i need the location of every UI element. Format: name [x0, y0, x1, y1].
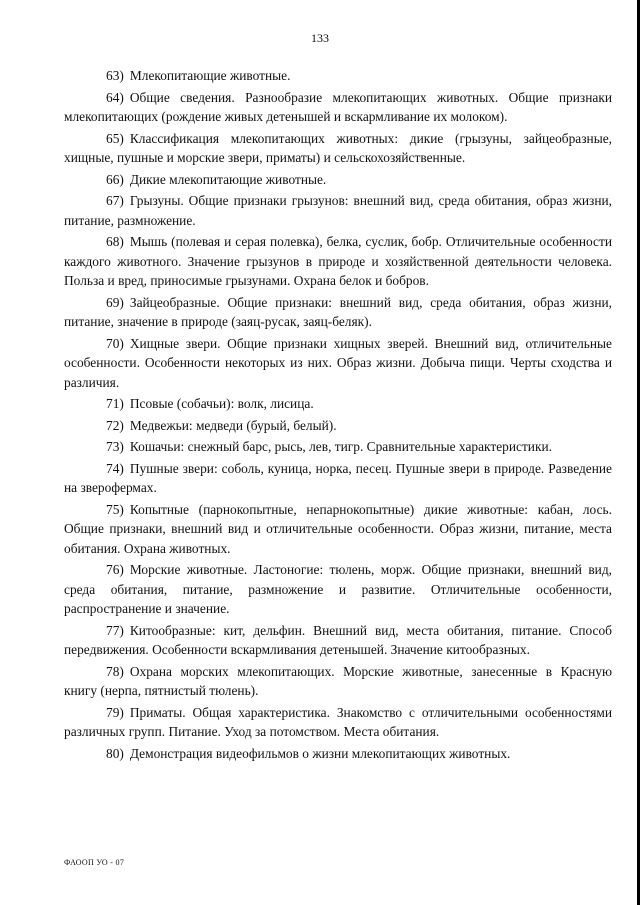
list-item	[64, 66, 612, 86]
list-item	[64, 459, 612, 498]
list-item	[64, 621, 612, 660]
item-number: 73)	[106, 439, 124, 454]
item-number: 74)	[106, 460, 124, 476]
list-item	[64, 703, 612, 742]
item-number: 80)	[106, 745, 124, 761]
list-item	[64, 88, 612, 127]
item-text: Китообразные: кит, дельфин. Внешний вид, места обитания, питание. Способ передвижения. Особенности вскармливания детенышей. Значение китообразных.	[64, 622, 612, 657]
list-item	[64, 560, 612, 619]
item-text: Мышь (полевая и серая полевка), белка, суслик, бобр. Отличительные особенности каждого животного. Значение грызунов в природе и хозяйственной деятельности человека. Польза и вред, приносимые грызунами. Охрана белок и бобров.	[64, 234, 612, 288]
item-text: Грызуны. Общие признаки грызунов: внешний вид, среда обитания, образ жизни, питание, размножение.	[64, 193, 612, 228]
item-number: 65)	[106, 130, 124, 146]
list-item	[64, 334, 612, 393]
item-number: 70)	[106, 335, 124, 351]
item-text: Пушные звери: соболь, куница, норка, песец. Пушные звери в природе. Разведение на зверофермах.	[64, 460, 612, 495]
item-number: 71)	[106, 396, 124, 411]
item-text: Приматы. Общая характеристика. Знакомство с отличительными особенностями различных групп. Питание. Уход за потомством. Места обитания.	[64, 704, 612, 739]
list-item	[64, 662, 612, 701]
item-text: Копытные (парнокопытные, непарнокопытные) дикие животные: кабан, лось. Общие признаки, внешний вид и отличительные особенности. Образ жизни, питание, места обитания. Охрана животных.	[64, 501, 612, 556]
item-text: Демонстрация видеофильмов о жизни млекопитающих животных.	[129, 745, 511, 761]
item-number: 75)	[106, 501, 124, 517]
list-item	[64, 129, 612, 168]
item-number: 66)	[106, 171, 124, 187]
item-text: Зайцеобразные. Общие признаки: внешний вид, среда обитания, образ жизни, питание, значение в природе (заяц-русак, заяц-беляк).	[64, 294, 612, 329]
item-text: Млекопитающие животные.	[129, 68, 291, 83]
item-text: Дикие млекопитающие животные.	[129, 171, 327, 187]
item-number: 79)	[106, 704, 124, 720]
item-number: 78)	[106, 663, 124, 679]
item-text: Общие сведения. Разнообразие млекопитающих животных. Общие признаки млекопитающих (рождение живых детенышей и вскармливание их молоком).	[64, 89, 612, 124]
item-text: Охрана морских млекопитающих. Морские животные, занесенные в Красную книгу (нерпа, пятнистый тюлень).	[64, 663, 612, 698]
list-item	[64, 170, 612, 190]
item-text: Морские животные. Ластоногие: тюлень, морж. Общие признаки, внешний вид, среда обитания, питание, размножение и развитие. Отличительные особенности, распространение и значение.	[64, 562, 612, 616]
item-text: Кошачьи: снежный барс, рысь, лев, тигр. Сравнительные характеристики.	[129, 439, 552, 454]
list-item	[64, 191, 612, 230]
item-text: Медвежьи: медведи (бурый, белый).	[129, 417, 337, 433]
list-item	[64, 437, 612, 457]
list-item	[64, 500, 612, 559]
list-item	[64, 293, 612, 332]
numbered-list	[64, 66, 612, 765]
page-number: 133	[311, 31, 329, 45]
item-number: 77)	[106, 622, 124, 638]
item-text: Псовые (собачьи): волк, лисица.	[129, 396, 314, 411]
list-item	[64, 416, 612, 436]
item-text: Классификация млекопитающих животных: дикие (грызуны, зайцеобразные, хищные, пушные и морские звери, приматы) и сельскохозяйственные.	[64, 130, 612, 165]
item-number: 69)	[106, 294, 124, 310]
item-number: 72)	[106, 417, 124, 433]
footer-code: ФАООП УО - 07	[64, 858, 125, 867]
item-number: 67)	[106, 193, 124, 208]
list-item	[64, 744, 612, 764]
item-number: 63)	[106, 68, 124, 83]
item-number: 64)	[106, 89, 124, 105]
list-item	[64, 232, 612, 291]
list-item	[64, 394, 612, 414]
item-text: Хищные звери. Общие признаки хищных зверей. Внешний вид, отличительные особенности. Особенности некоторых из них. Образ жизни. Добыча пищи. Черты сходства и различия.	[64, 335, 612, 390]
item-number: 76)	[106, 562, 124, 577]
item-number: 68)	[106, 234, 124, 249]
